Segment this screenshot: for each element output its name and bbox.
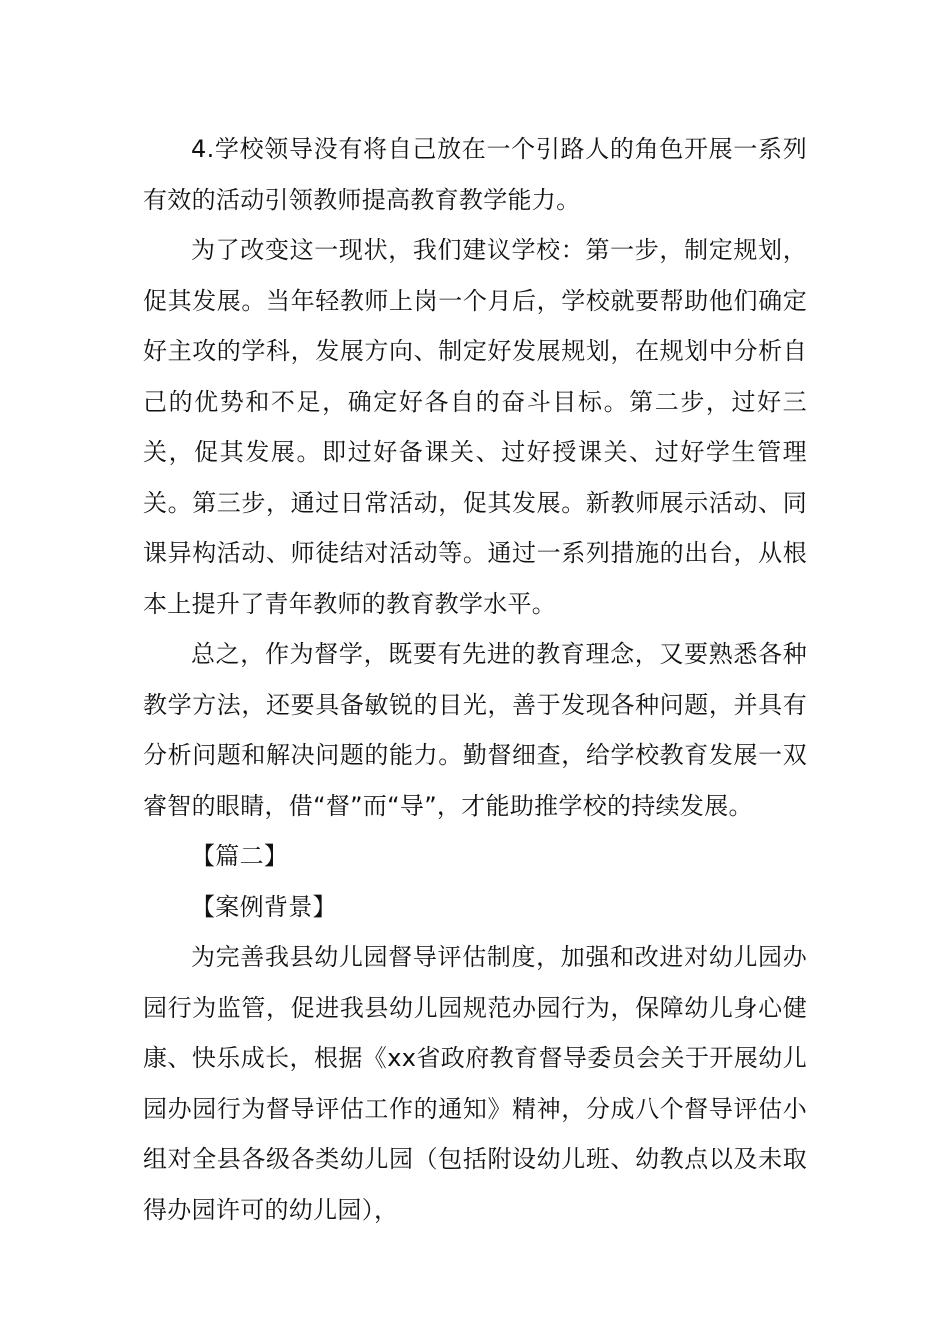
paragraph-suggestions: 为了改变这一现状，我们建议学校：第一步，制定规划，促其发展。当年轻教师上岗一个月后，学校就要帮助他们确定好主攻的学科，发展方向、制定好发展规划，在规划中分析自己的优势和不足，确定好各自的奋斗目标。第二步，过好三关，促其发展。即过好备课关、过好授课关、过好学生管理关。第三步，通过日常活动，促其发展。新教师展示活动、同课异构活动、师徒结对活动等。通过一系列措施的出台，从根本上提升了青年教师的教育教学水平。 <box>143 236 807 618</box>
subsection-title: 【案例背景】 <box>191 892 337 921</box>
paragraph-conclusion: 总之，作为督学，既要有先进的教育理念，又要熟悉各种教学方法，还要具备敏锐的目光，善于发现各种问题，并具有分析问题和解决问题的能力。勤督细查，给学校教育发展一双睿智的眼睛，借“督”而“导”，才能助推学校的持续发展。 <box>143 640 807 820</box>
document-body <box>143 124 807 1235</box>
paragraph-case-background: 为完善我县幼儿园督导评估制度，加强和改进对幼儿园办园行为监管，促进我县幼儿园规范办园行为，保障幼儿身心健康、快乐成长，根据《xx省政府教育督导委员会关于开展幼儿园办园行为督导评估工作的通知》精神，分成八个督导评估小组对全县各级各类幼儿园（包括附设幼儿班、幼教点以及未取得办园许可的幼儿园）， <box>143 943 807 1224</box>
section-title: 【篇二】 <box>191 842 289 870</box>
paragraph-leadership-issue: 4.学校领导没有将自己放在一个引路人的角色开展一系列有效的活动引领教师提高教育教学能力。 <box>143 135 807 214</box>
